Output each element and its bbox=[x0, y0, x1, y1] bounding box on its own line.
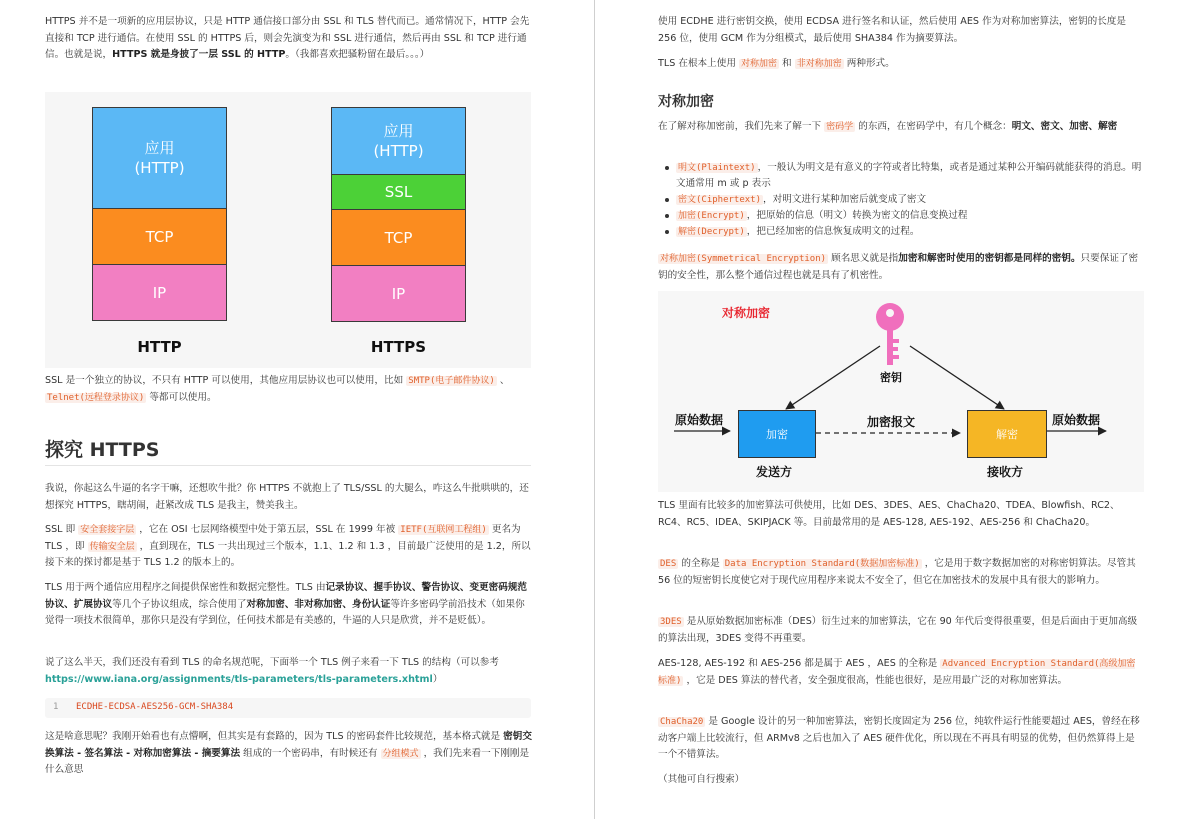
https-ip-layer: IP bbox=[331, 265, 466, 322]
paragraph-tls-naming: 说了这么半天，我们还没有看到 TLS 的命名规范呢，下面举一个 TLS 例子来看一下 TLS 的结构（可以参考 https://www.iana.org/assignments/tls-parameters/tls-parameters.xhtml） bbox=[45, 657, 499, 685]
key-icon bbox=[876, 303, 904, 365]
section-heading-explore-https: 探究 HTTPS bbox=[45, 439, 160, 461]
code-block bbox=[45, 698, 531, 718]
protocol-stack-diagram bbox=[45, 92, 531, 368]
paragraph-3des: 3DES 是从原始数据加密标准（DES）衍生过来的加密算法，它在 90 年代后变得很重要，但是后面由于更加高级的算法出现，3DES 变得不再重要。 bbox=[658, 616, 1138, 644]
concept-list bbox=[658, 160, 1143, 240]
paragraph-algorithms: TLS 里面有比较多的加密算法可供使用，比如 DES、3DES、AES、ChaCha20、TDEA、Blowfish、RC2、RC4、RC5、IDEA、SKIPJACK 等。目前最常用的是 AES-128, AES-192、AES-256 和 ChaCha20。 bbox=[658, 500, 1120, 528]
http-stack-label: HTTP bbox=[137, 338, 182, 356]
plaintext-right-label: 原始数据 bbox=[1052, 413, 1101, 427]
https-tcp-layer: TCP bbox=[331, 209, 466, 266]
code-line-text: ECDHE-ECDSA-AES256-GCM-SHA384 bbox=[76, 702, 234, 712]
paragraph-explore: 我说，你起这么牛逼的名字干嘛，还想吹牛批？你 HTTPS 不就抱上了 TLS/SSL 的大腿么，咋这么牛批哄哄的，还想探究 HTTPS，瞎胡闹，赶紧改成 TLS 是我主，赞美我主。 bbox=[45, 483, 529, 511]
encrypt-box: 加密 bbox=[738, 410, 816, 458]
key-label: 密钥 bbox=[880, 371, 902, 384]
code-line-number: 1 bbox=[53, 702, 59, 712]
iana-link[interactable]: https://www.iana.org/assignments/tls-parameters/tls-parameters.xhtml bbox=[45, 673, 433, 685]
paragraph-other: （其他可自行搜索） bbox=[658, 774, 745, 785]
right-page bbox=[595, 0, 1188, 819]
heading-underline bbox=[45, 465, 531, 466]
intro-paragraph: HTTPS 并不是一项新的应用层协议，只是 HTTP 通信接口部分由 SSL 和 TLS 替代而已。通常情况下，HTTP 会先直接和 TCP 进行通信。在使用 SSL 的 HTTPS 后，则会先演变为和 SSL 进行通信，然后再由 SSL 和 TCP 进行通信。也就是说，HTTPS 就是身披了一层 SSL 的 HTTP。（我都喜欢把骚粉留在最后。。。） bbox=[45, 16, 530, 60]
list-item: 密文(Ciphertext) ，对明文进行某种加密后就变成了密文 bbox=[658, 192, 1143, 208]
paragraph-ssl-history: SSL 即 安全套接字层 ，它在 OSI 七层网络模型中处于第五层，SSL 在 1999 年被 IETF(互联网工程组) 更名为 TLS ，即 传输安全层 ，直到现在，TLS 一共出现过三个版本，1.1、1.2 和 1.3 ，目前最广泛使用的是 1.2，所以接下来的探讨都是基于 TLS 1.2 的版本上的。 bbox=[45, 524, 531, 568]
list-item: 解密(Decrypt) ，把已经加密的信息恢复成明文的过程。 bbox=[658, 224, 1143, 240]
paragraph-crypto-intro: 在了解对称加密前，我们先来了解一下 密码学 的东西，在密码学中，有几个概念：明文、密文、加密、解密 bbox=[658, 121, 1118, 132]
http-tcp-layer: TCP bbox=[92, 208, 227, 265]
plaintext-left-label: 原始数据 bbox=[675, 413, 724, 427]
paragraph-tls-protocols: TLS 用于两个通信应用程序之间提供保密性和数据完整性。TLS 由记录协议、握手协议、警告协议、变更密码规范协议、扩展协议等几个子协议组成，综合使用了对称加密、非对称加密、身份认证等许多密码学前沿技术（如果你觉得一项技术很简单，那你只是没有学到位，任何技术都是有美感的，牛逼的人只是欣赏，并不是贬低）。 bbox=[45, 582, 528, 626]
paragraph-des: DES 的全称是 Data Encryption Standard(数据加密标准) ，它是用于数字数据加密的对称密钥算法。尽管其 56 位的短密钥长度使它对于现代应用程序来说太不安全了，但它在加密技术的发展中具有很大的影响力。 bbox=[658, 558, 1136, 586]
paragraph-symmetric-def: 对称加密(Symmetrical Encryption) 顾名思义就是指加密和解密时使用的密钥都是同样的密钥。只要保证了密钥的安全性，那么整个通信过程也就是具有了机密性。 bbox=[658, 253, 1139, 281]
paragraph-aes: AES-128, AES-192 和 AES-256 都是属于 AES ，AES 的全称是 Advanced Encryption Standard(高级加密标准) ，它是 DES 算法的替代者，安全强度很高，性能也很好，是应用最广泛的对称加密算法。 bbox=[658, 658, 1136, 686]
paragraph-chacha: ChaCha20 是 Google 设计的另一种加密算法，密钥长度固定为 256 位，纯软件运行性能要超过 AES，曾经在移动客户端上比较流行，但 ARMv8 之后也加入了 AES 硬件优化，所以现在不再具有明显的优势，但仍然算得上是一个不错算法。 bbox=[658, 716, 1140, 760]
https-stack-label: HTTPS bbox=[370, 338, 427, 356]
sender-label: 发送方 bbox=[756, 465, 793, 479]
https-ssl-layer: SSL bbox=[331, 174, 466, 210]
http-app-layer: 应用 (HTTP) bbox=[92, 107, 227, 209]
paragraph-suite-meaning: 使用 ECDHE 进行密钥交换，使用 ECDSA 进行签名和认证，然后使用 AES 作为对称加密算法，密钥的长度是 256 位，使用 GCM 作为分组模式，最后使用 SHA384 作为摘要算法。 bbox=[658, 16, 1126, 44]
decrypt-box: 解密 bbox=[967, 410, 1047, 458]
http-ip-layer: IP bbox=[92, 264, 227, 321]
list-item: 明文(Plaintext) ，一般认为明文是有意义的字符或者比特集，或者是通过某种公开编码就能获得的消息。明文通常用 m 或 p 表示 bbox=[658, 160, 1143, 192]
symmetric-encryption-diagram bbox=[658, 291, 1144, 492]
section-heading-symmetric: 对称加密 bbox=[658, 94, 714, 110]
receiver-label: 接收方 bbox=[987, 465, 1024, 479]
diagram-title: 对称加密 bbox=[722, 306, 771, 320]
paragraph-forms: TLS 在根本上使用 对称加密 和 非对称加密 两种形式。 bbox=[658, 58, 895, 69]
ssl-paragraph: SSL 是一个独立的协议，不只有 HTTP 可以使用，其他应用层协议也可以使用，比如 SMTP(电子邮件协议) 、 Telnet(远程登录协议) 等都可以使用。 bbox=[45, 375, 510, 403]
paragraph-suite-format: 这是啥意思呢？我刚开始看也有点懵啊，但其实是有套路的，因为 TLS 的密码套件比较规范，基本格式就是 密钥交换算法 - 签名算法 - 对称加密算法 - 摘要算法 组成的一个密码串，有时候还有 分组模式 ，我们先来看一下刚刚是什么意思 bbox=[45, 731, 532, 775]
diagram-arrows bbox=[658, 291, 1144, 492]
ciphertext-label: 加密报文 bbox=[867, 415, 916, 429]
list-item: 加密(Encrypt) ，把原始的信息（明文）转换为密文的信息变换过程 bbox=[658, 208, 1143, 224]
https-app-layer: 应用 (HTTP) bbox=[331, 107, 466, 175]
